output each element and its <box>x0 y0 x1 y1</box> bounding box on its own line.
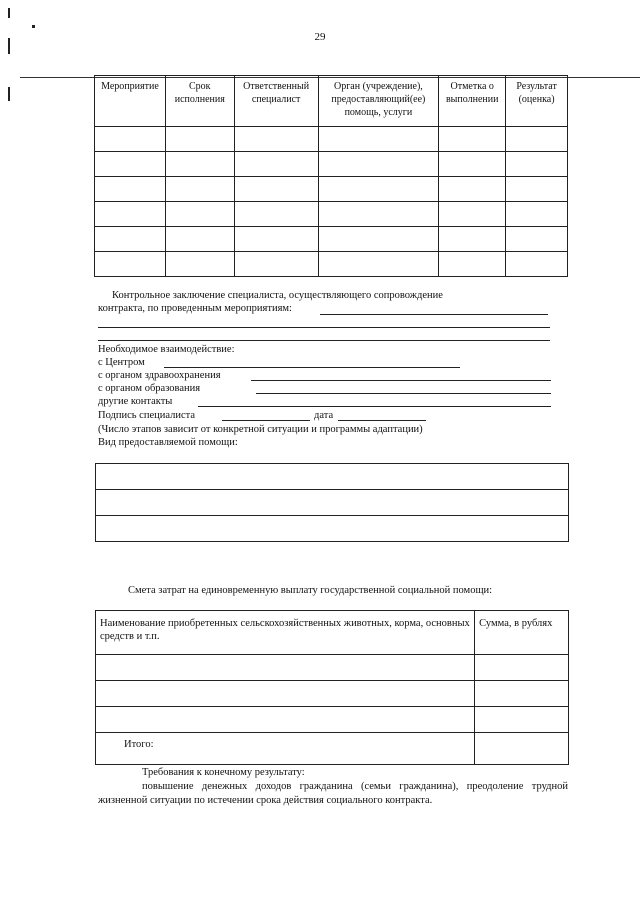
table-row <box>96 516 569 542</box>
other-contacts-label: другие контакты <box>98 396 173 407</box>
scan-mark <box>8 87 10 101</box>
with-health-line <box>251 369 551 381</box>
signature-label: Подпись специалиста <box>98 410 196 421</box>
page-number: 29 <box>314 31 326 43</box>
table-row <box>96 707 569 733</box>
date-line <box>338 409 426 421</box>
help-type-table <box>95 463 569 542</box>
table-header-row <box>96 611 569 655</box>
col-header-measure: Мероприятие <box>95 76 166 127</box>
conclusion-line <box>98 329 550 341</box>
table-row <box>95 252 568 277</box>
col-header-responsible: Ответственный специалист <box>234 76 318 127</box>
col-header-deadline: Срок исполнения <box>165 76 234 127</box>
with-education-line <box>256 382 551 394</box>
table-row <box>96 464 569 490</box>
table-row <box>95 227 568 252</box>
conclusion-line <box>98 316 550 328</box>
table-row <box>95 127 568 152</box>
table-row <box>96 733 569 765</box>
col-header-sum: Сумма, в рублях <box>475 611 569 655</box>
conclusion-line <box>320 303 548 315</box>
table-header-row <box>95 76 568 127</box>
control-conclusion-line1: Контрольное заключение специалиста, осуществляющего сопровождение <box>112 290 443 301</box>
scan-mark <box>32 25 35 28</box>
other-contacts-line <box>198 395 551 407</box>
date-label: дата <box>314 410 334 421</box>
total-label: Итого: <box>96 733 475 765</box>
scan-mark <box>8 8 10 18</box>
result-requirements-text: повышение денежных доходов гражданина (семьи гражданина), преодоление трудной жизненной ситуации по истечении срока действия социального контракта. <box>98 781 568 806</box>
measures-table <box>94 75 568 277</box>
col-header-result: Результат (оценка) <box>506 76 568 127</box>
with-center-label: с Центром <box>98 357 145 368</box>
table-row <box>95 177 568 202</box>
table-row <box>96 681 569 707</box>
col-header-item: Наименование приобретенных сельскохозяйственных животных, корма, основных средств и т.п. <box>96 611 475 655</box>
stages-note: (Число этапов зависит от конкретной ситуации и программы адаптации) <box>98 424 423 435</box>
table-row <box>96 655 569 681</box>
interaction-title: Необходимое взаимодействие: <box>98 344 235 355</box>
control-conclusion-label: контракта, по проведенным мероприятиям: <box>98 303 292 314</box>
estimate-table <box>95 610 569 765</box>
estimate-title: Смета затрат на единовременную выплату государственной социальной помощи: <box>128 585 493 596</box>
table-row <box>95 152 568 177</box>
table-row <box>95 202 568 227</box>
col-header-mark: Отметка о выполнении <box>439 76 506 127</box>
result-requirements-title: Требования к конечному результату: <box>142 767 305 778</box>
table-row <box>96 490 569 516</box>
with-education-label: с органом образования <box>98 383 201 394</box>
with-center-line <box>164 356 460 368</box>
col-header-organ: Орган (учреждение), предоставляющий(ее) помощь, услуги <box>318 76 439 127</box>
with-health-label: с органом здравоохранения <box>98 370 221 381</box>
signature-line <box>222 409 310 421</box>
help-type-label: Вид предоставляемой помощи: <box>98 437 238 448</box>
